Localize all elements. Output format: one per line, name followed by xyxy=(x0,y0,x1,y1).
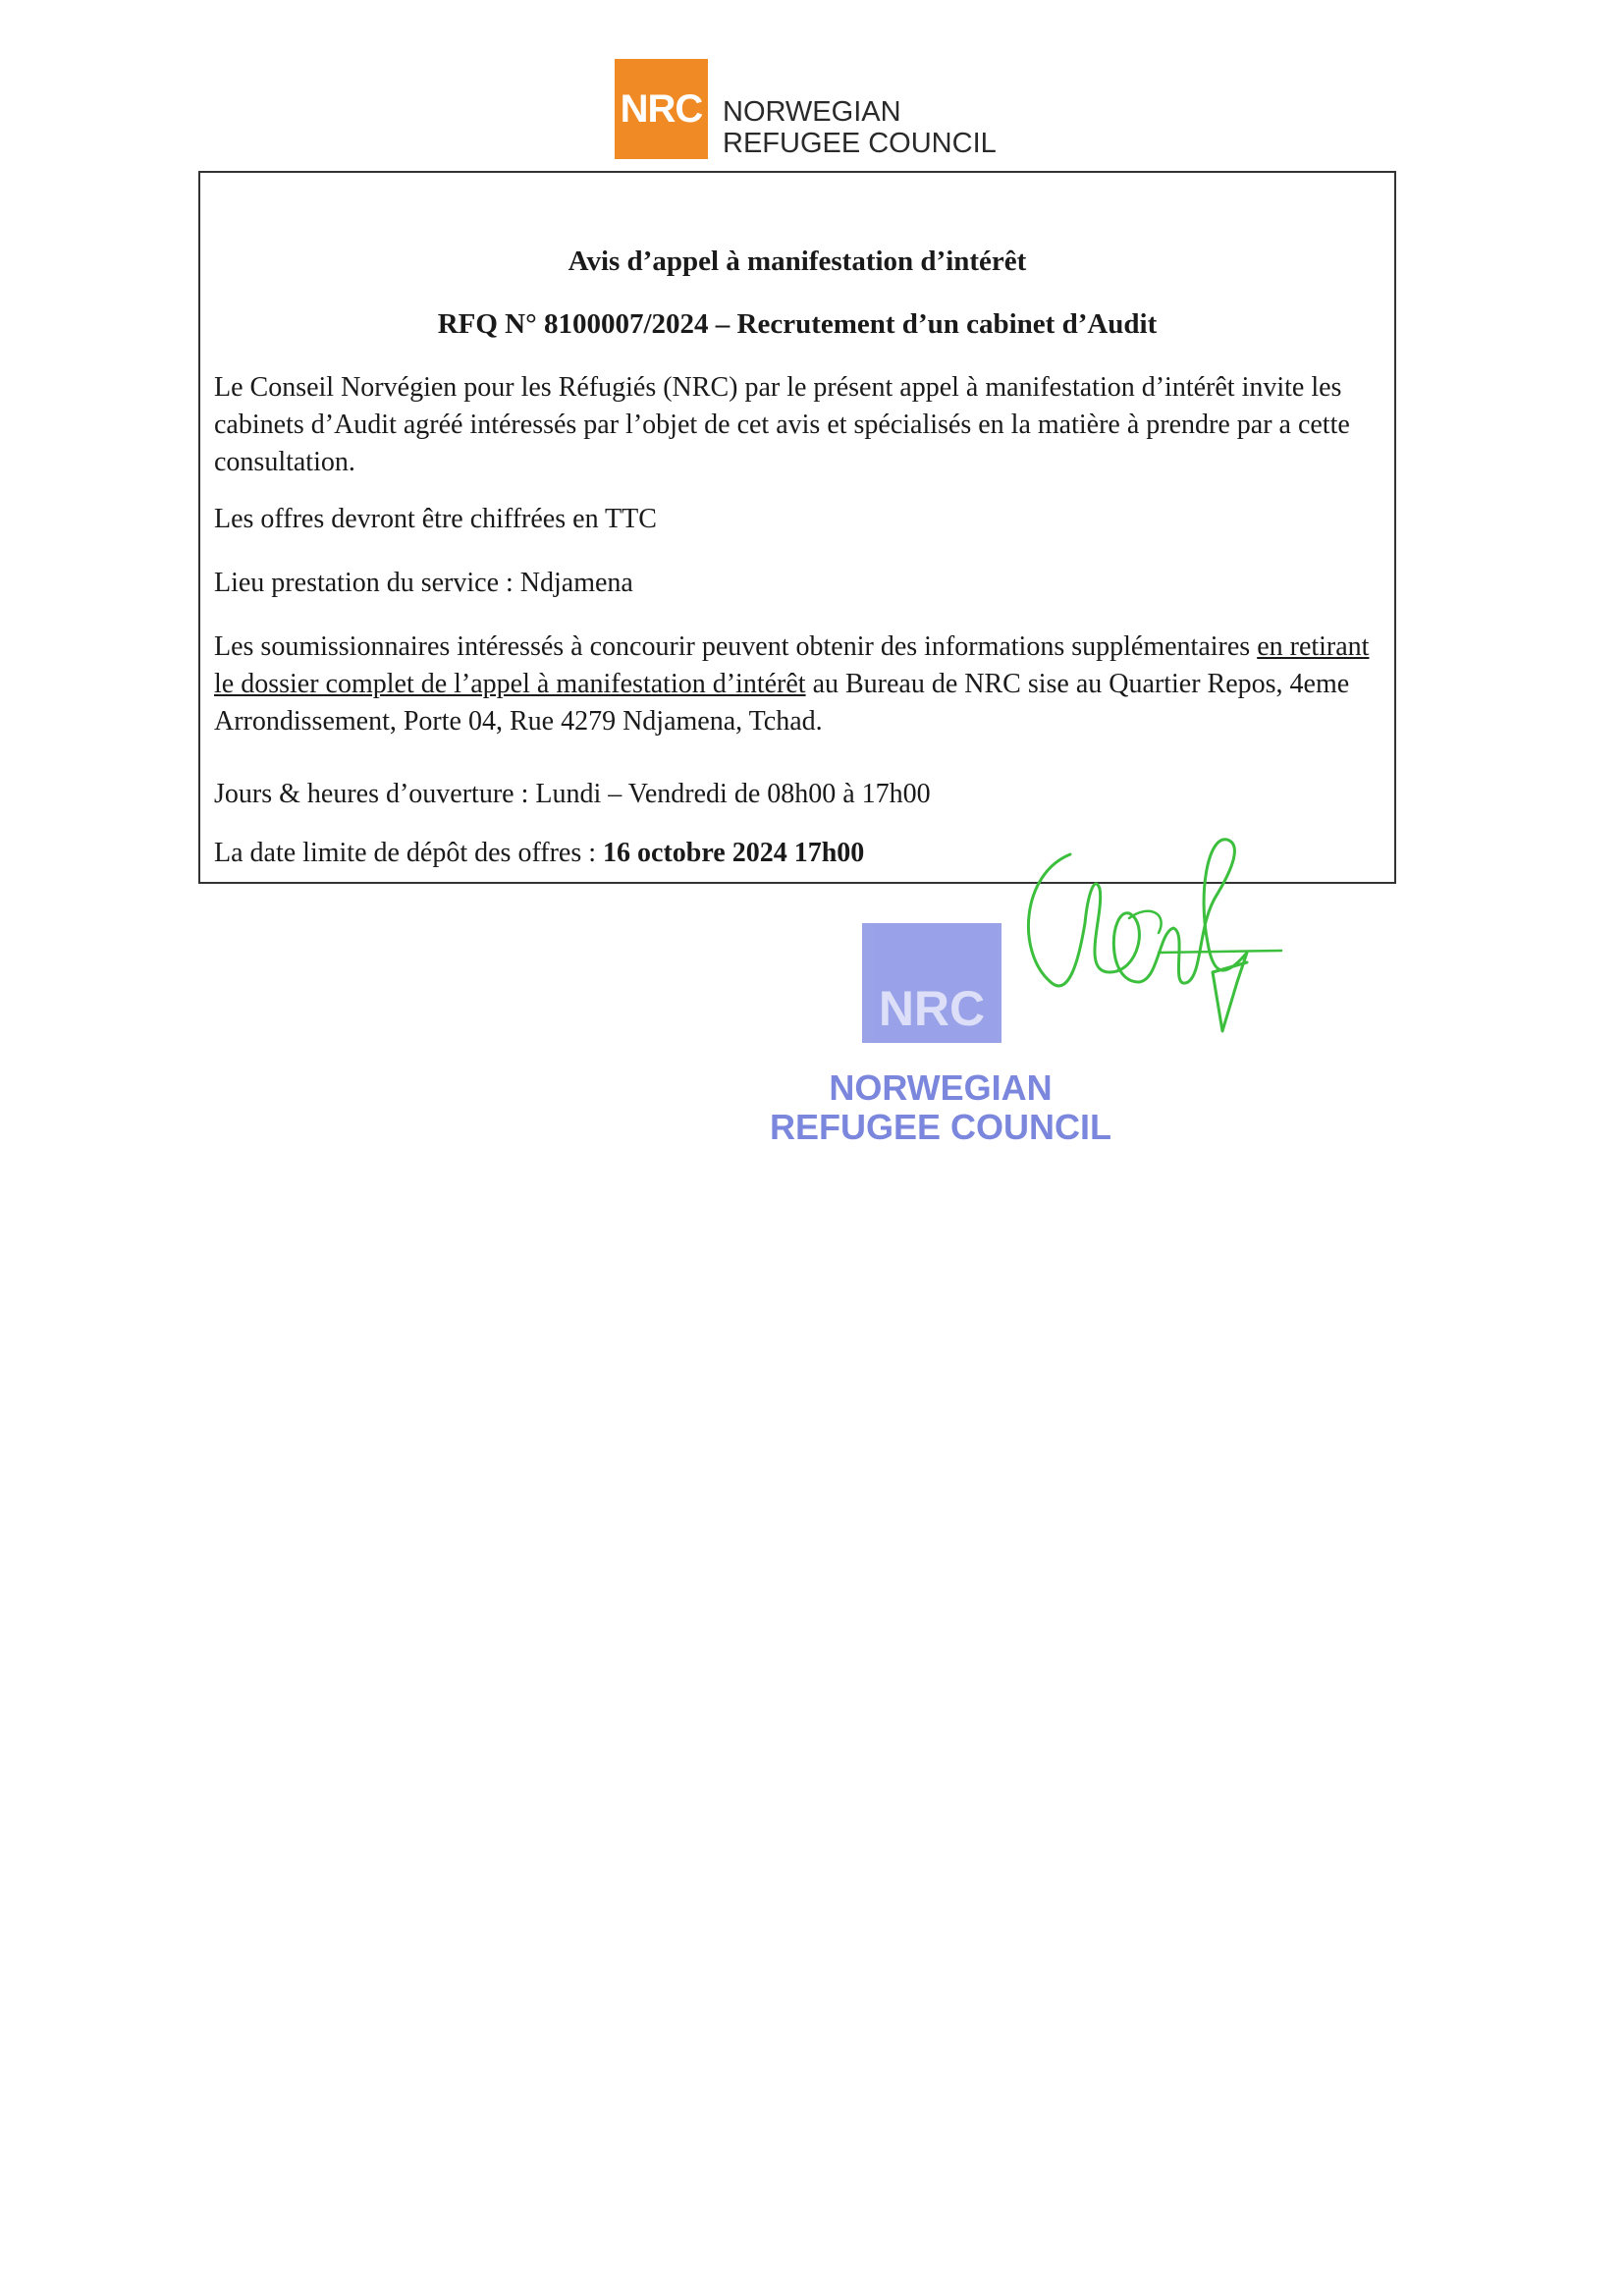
intro-paragraph: Le Conseil Norvégien pour les Réfugiés (NRC) par le présent appel à manifestation d’intérêt invite les cabinets d’Audit agréé intéressés par l’objet de cet avis et spécialisés en la matière à prendre par a cette consultation. xyxy=(214,372,1350,477)
nrc-logo-mark: NRC xyxy=(615,59,708,159)
info-paragraph xyxy=(214,629,1382,740)
location-paragraph: Lieu prestation du service : Ndjamena xyxy=(214,568,633,598)
notice-subtitle: RFQ N° 8100007/2024 – Recrutement d’un cabinet d’Audit xyxy=(437,308,1158,340)
org-name-line2: REFUGEE COUNCIL xyxy=(723,128,997,159)
hours-paragraph: Jours & heures d’ouverture : Lundi – Vendredi de 08h00 à 17h00 xyxy=(214,779,931,809)
stamp-mark: NRC xyxy=(862,923,1001,1043)
info-text-end: au Bureau de NRC sise au Quartier Repos, 4eme Arrondissement, Porte 04, Rue 4279 Ndjamena, Tchad. xyxy=(214,669,1350,737)
org-name-line1: NORWEGIAN xyxy=(723,96,901,128)
pricing-paragraph: Les offres devront être chiffrées en TTC xyxy=(214,504,657,534)
info-text-start: Les soumissionnaires intéressés à concourir peuvent obtenir des informations supplémentaires xyxy=(214,631,1251,662)
notice-title: Avis d’appel à manifestation d’intérêt xyxy=(568,246,1027,277)
org-name xyxy=(723,96,997,159)
stamp-line2: REFUGEE COUNCIL xyxy=(769,1107,1111,1147)
stamp-line1: NORWEGIAN xyxy=(829,1067,1053,1108)
deadline-label: La date limite de dépôt des offres : xyxy=(214,838,604,868)
signature-icon xyxy=(1011,835,1286,1070)
stamp-text xyxy=(744,1068,1137,1147)
deadline-value: 16 octobre 2024 17h00 xyxy=(603,838,865,868)
notice-box xyxy=(198,171,1396,884)
info-text-underlined: en retirant le dossier complet de l’appel à manifestation d’intérêt xyxy=(214,631,1370,699)
